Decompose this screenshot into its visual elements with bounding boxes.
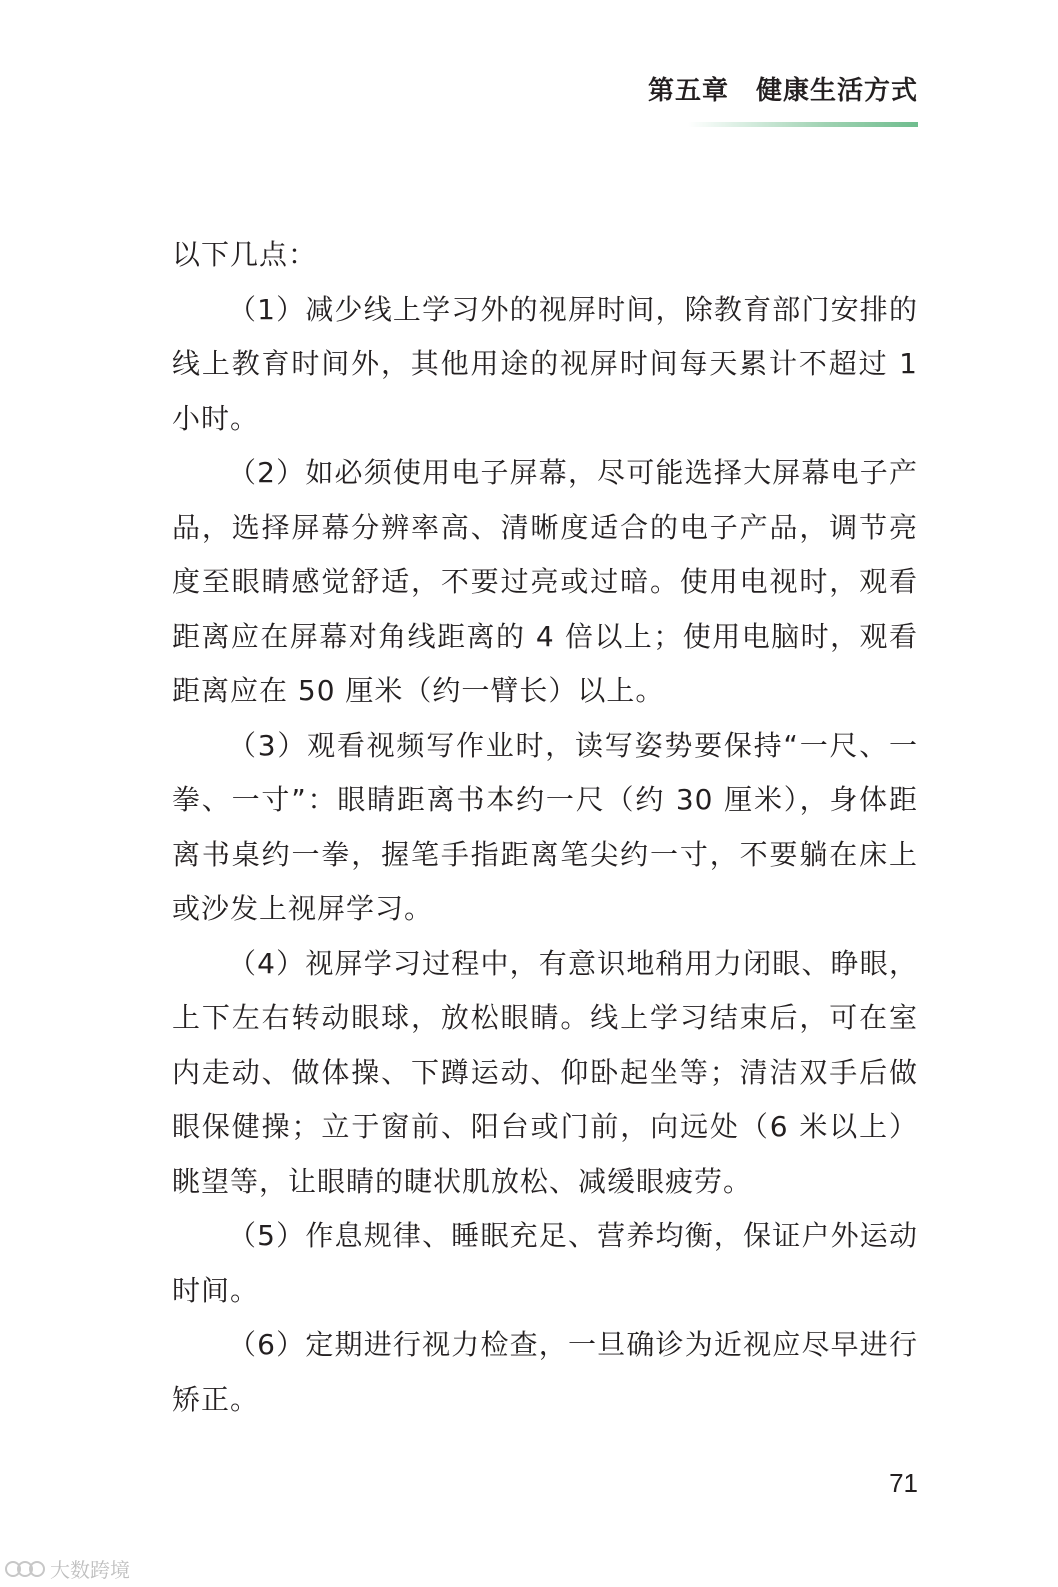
paragraph-item-5: （5）作息规律、睡眠充足、营养均衡，保证户外运动时间。 — [172, 1219, 918, 1307]
paragraph-item-3: （3）观看视频写作业时，读写姿势要保持“一尺、一拳、一寸”：眼睛距离书本约一尺（约 30 厘米），身体距离书桌约一拳，握笔手指距离笔尖约一寸，不要躺在床上或沙发上视屏学习。 — [172, 728, 918, 925]
running-header — [648, 70, 918, 107]
watermark-text: 大数跨境 — [50, 1558, 130, 1582]
paragraph-item-1: （1）减少线上学习外的视屏时间，除教育部门安排的线上教育时间外，其他用途的视屏时间每天累计不超过 1 小时。 — [172, 292, 918, 435]
page-number: 71 — [889, 1468, 918, 1498]
chapter-title: 第五章 健康生活方式 — [647, 76, 918, 106]
logo-mark-icon — [4, 1558, 46, 1580]
paragraph-intro: 以下几点： — [172, 238, 318, 271]
paragraph-item-6: （6）定期进行视力检查，一旦确诊为近视应尽早进行矫正。 — [172, 1328, 918, 1416]
paragraph-item-4: （4）视屏学习过程中，有意识地稍用力闭眼、睁眼，上下左右转动眼球，放松眼睛。线上学习结束后，可在室内走动、做体操、下蹲运动、仰卧起坐等；清洁双手后做眼保健操；立于窗前、阳台或门前，向远处（6 米以上）眺望等，让眼睛的睫状肌放松、减缓眼疲劳。 — [172, 946, 918, 1198]
watermark — [4, 1554, 130, 1583]
body-text — [172, 228, 918, 1427]
header-rule — [688, 122, 918, 127]
paragraph-item-2: （2）如必须使用电子屏幕，尽可能选择大屏幕电子产品，选择屏幕分辨率高、清晰度适合的电子产品，调节亮度至眼睛感觉舒适，不要过亮或过暗。使用电视时，观看距离应在屏幕对角线距离的 4 倍以上；使用电脑时，观看距离应在 50 厘米（约一臂长）以上。 — [172, 456, 918, 707]
